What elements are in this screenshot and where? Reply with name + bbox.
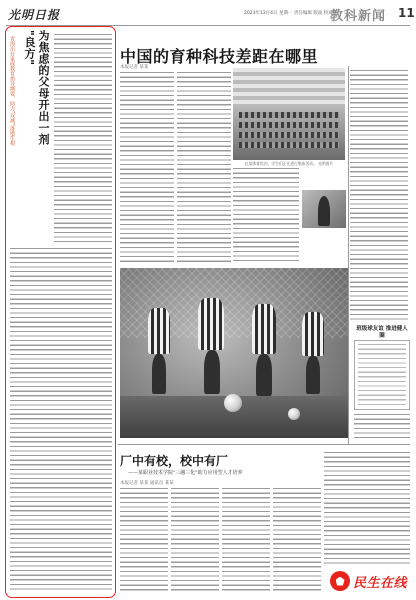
bottom-article-col-2 xyxy=(171,488,219,594)
left-article-title xyxy=(22,30,50,240)
masthead xyxy=(6,4,415,26)
sidebar-title[interactable]: 班级球友谊 推进健人圈 xyxy=(356,326,408,339)
section-divider xyxy=(118,444,410,445)
left-article-title-line: 为焦虑的父母开出一剂 xyxy=(37,30,50,145)
main-article-title[interactable]: 中国的育种科技差距在哪里 xyxy=(120,47,319,66)
left-article-kicker: 青海出台家庭教育指导纲要，助力"双减"落地生根 xyxy=(9,36,15,146)
stadium-photo xyxy=(233,68,345,160)
main-article-byline: 本报记者 某某 xyxy=(120,65,149,70)
bottom-article-subtitle: ——某职业技术学院"三融三化"助力应用型人才培养 xyxy=(128,470,243,476)
bottom-article-title[interactable]: 厂中有校，校中有厂 xyxy=(120,454,229,468)
left-article-headline[interactable] xyxy=(8,30,50,240)
page-number: 11 xyxy=(398,6,415,20)
star-badge-icon xyxy=(330,571,350,591)
bottom-article-col-5 xyxy=(324,452,410,564)
left-article-body-top xyxy=(54,34,112,242)
main-article-col-2 xyxy=(177,72,231,262)
main-article-col-4 xyxy=(350,70,408,320)
photo-caption: 在某体育馆内，学生们正在进行集体活动。 光明图片 xyxy=(244,161,334,166)
main-article-col-1 xyxy=(120,72,174,262)
sidebar-extra-text xyxy=(354,414,410,440)
watermark xyxy=(330,568,412,594)
section-name: 教科新闻 xyxy=(330,9,387,24)
left-article-title-line: "良方" xyxy=(23,30,36,66)
portrait-photo xyxy=(302,190,346,228)
sidebar-body xyxy=(358,344,406,406)
date-line: 2023年12月4日 星期一 责任编辑 版面 校对 xyxy=(244,11,333,16)
newspaper-logo: 光明日报 xyxy=(8,8,61,22)
football-photo xyxy=(120,268,349,438)
sidebar-box xyxy=(354,340,410,410)
watermark-text: 民生在线 xyxy=(353,575,408,591)
left-article-body xyxy=(10,248,112,593)
bottom-article-byline: 本报记者 某某 通讯员 某某 xyxy=(120,481,174,486)
column-divider xyxy=(348,66,349,444)
bottom-article-col-1 xyxy=(120,488,168,594)
bottom-article-col-3 xyxy=(222,488,270,594)
bottom-article-col-4 xyxy=(273,488,321,594)
main-article-col-3 xyxy=(233,168,299,262)
